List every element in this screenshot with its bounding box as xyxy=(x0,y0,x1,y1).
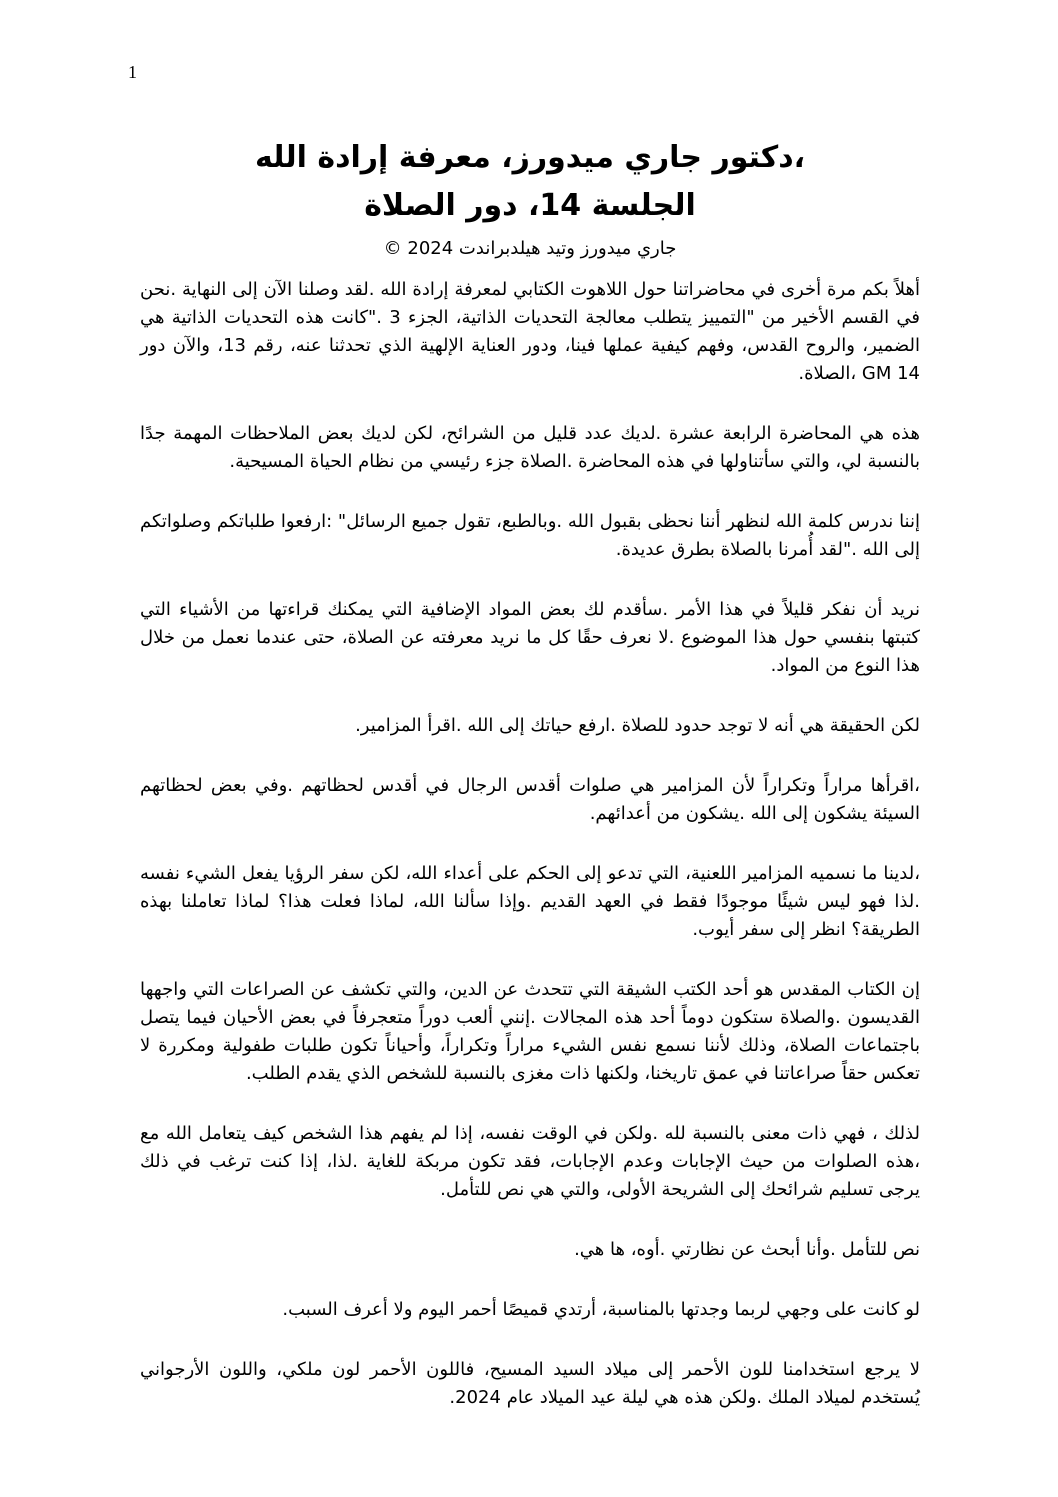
paragraph: ،اقرأها مراراً وتكراراً لأن المزامير هي صلوات أقدس الرجال في أقدس لحظاتهم .وفي بعض لحظاتهم السيئة يشكون إلى الله .يشكون من أعدائهم. xyxy=(140,775,920,824)
title-line-2: الجلسة 14، دور الصلاة xyxy=(364,188,696,223)
page-number: 1 xyxy=(128,62,137,82)
title-line-1: ،دكتور جاري ميدورز، معرفة إرادة الله xyxy=(254,140,806,175)
paragraph: لا يرجع استخدامنا للون الأحمر إلى ميلاد السيد المسيح، فاللون الأحمر لون ملكي، واللون الأرجواني يُستخدم لميلاد الملك .ولكن هذه هي ليلة عيد الميلاد عام 2024. xyxy=(140,1359,920,1408)
paragraph: نص للتأمل .وأنا أبحث عن نظارتي .أوه، ها هي. xyxy=(574,1239,920,1260)
document-body xyxy=(140,276,920,1444)
paragraph: لذلك ، فهي ذات معنى بالنسبة لله .ولكن في الوقت نفسه، إذا لم يفهم هذا الشخص كيف يتعامل الله مع ،هذه الصلوات من حيث الإجابات وعدم الإجابات، فقد تكون مربكة للغاية .لذا، إذا كنت ترغب في ذلك يرجى تسليم شرائحك إلى الشريحة الأولى، والتي هي نص للتأمل. xyxy=(140,1123,920,1200)
paragraph: لكن الحقيقة هي أنه لا توجد حدود للصلاة .ارفع حياتك إلى الله .اقرأ المزامير. xyxy=(355,715,920,736)
paragraph: ،لدينا ما نسميه المزامير اللعنية، التي تدعو إلى الحكم على أعداء الله، لكن سفر الرؤيا يفعل الشيء نفسه .لذا فهو ليس شيئًا موجودًا فقط في العهد القديم .وإذا سألنا الله، لماذا فعلت هذا؟ لماذا تعاملنا بهذه الطريقة؟ انظر إلى سفر أيوب. xyxy=(140,863,920,940)
document-title xyxy=(140,134,920,264)
copyright-line: جاري ميدورز وتيد هيلدبراندت 2024 © xyxy=(383,238,677,259)
paragraph: لو كانت على وجهي لربما وجدتها بالمناسبة، أرتدي قميصًا أحمر اليوم ولا أعرف السبب. xyxy=(282,1299,920,1320)
paragraph: نريد أن نفكر قليلاً في هذا الأمر .سأقدم لك بعض المواد الإضافية التي يمكنك قراءتها من الأشياء التي كتبتها بنفسي حول هذا الموضوع .لا نعرف حقًا كل ما نريد معرفته عن الصلاة، حتى عندما نعمل من خلال هذا النوع من المواد. xyxy=(140,599,920,676)
paragraph: أهلاً بكم مرة أخرى في محاضراتنا حول اللاهوت الكتابي لمعرفة إرادة الله .لقد وصلنا الآن إلى النهاية .نحن في القسم الأخير من "التمييز يتطلب معالجة التحديات الذاتية، الجزء 3 ."كانت هذه التحديات الذاتية هي الضمير، والروح القدس، وفهم كيفية عملها فينا، ودور العناية الإلهية الذي تحدثنا عنه، رقم 13، والآن دور GM 14 ،الصلاة. xyxy=(140,279,920,384)
paragraph: هذه هي المحاضرة الرابعة عشرة .لديك عدد قليل من الشرائح، لكن لديك بعض الملاحظات المهمة جدًا بالنسبة لي، والتي سأتناولها في هذه المحاضرة .الصلاة جزء رئيسي من نظام الحياة المسيحية. xyxy=(140,423,920,472)
paragraph: إن الكتاب المقدس هو أحد الكتب الشيقة التي تتحدث عن الدين، والتي تكشف عن الصراعات التي واجهها القديسون .والصلاة ستكون دوماً أحد هذه المجالات .إنني ألعب دوراً متعجرفاً في بعض الأحيان فيما يتصل باجتماعات الصلاة، وذلك لأننا نسمع نفس الشيء مراراً وتكراراً، وأحياناً تكون طلبات طفولية ومكررة لا تعكس حقاً صراعاتنا في عمق تاريخنا، ولكنها ذات مغزى بالنسبة للشخص الذي يقدم الطلب. xyxy=(140,979,920,1084)
paragraph: إننا ندرس كلمة الله لنظهر أننا نحظى بقبول الله .وبالطبع، تقول جميع الرسائل" :ارفعوا طلباتكم وصلواتكم إلى الله ."لقد أُمرنا بالصلاة بطرق عديدة. xyxy=(140,511,920,560)
